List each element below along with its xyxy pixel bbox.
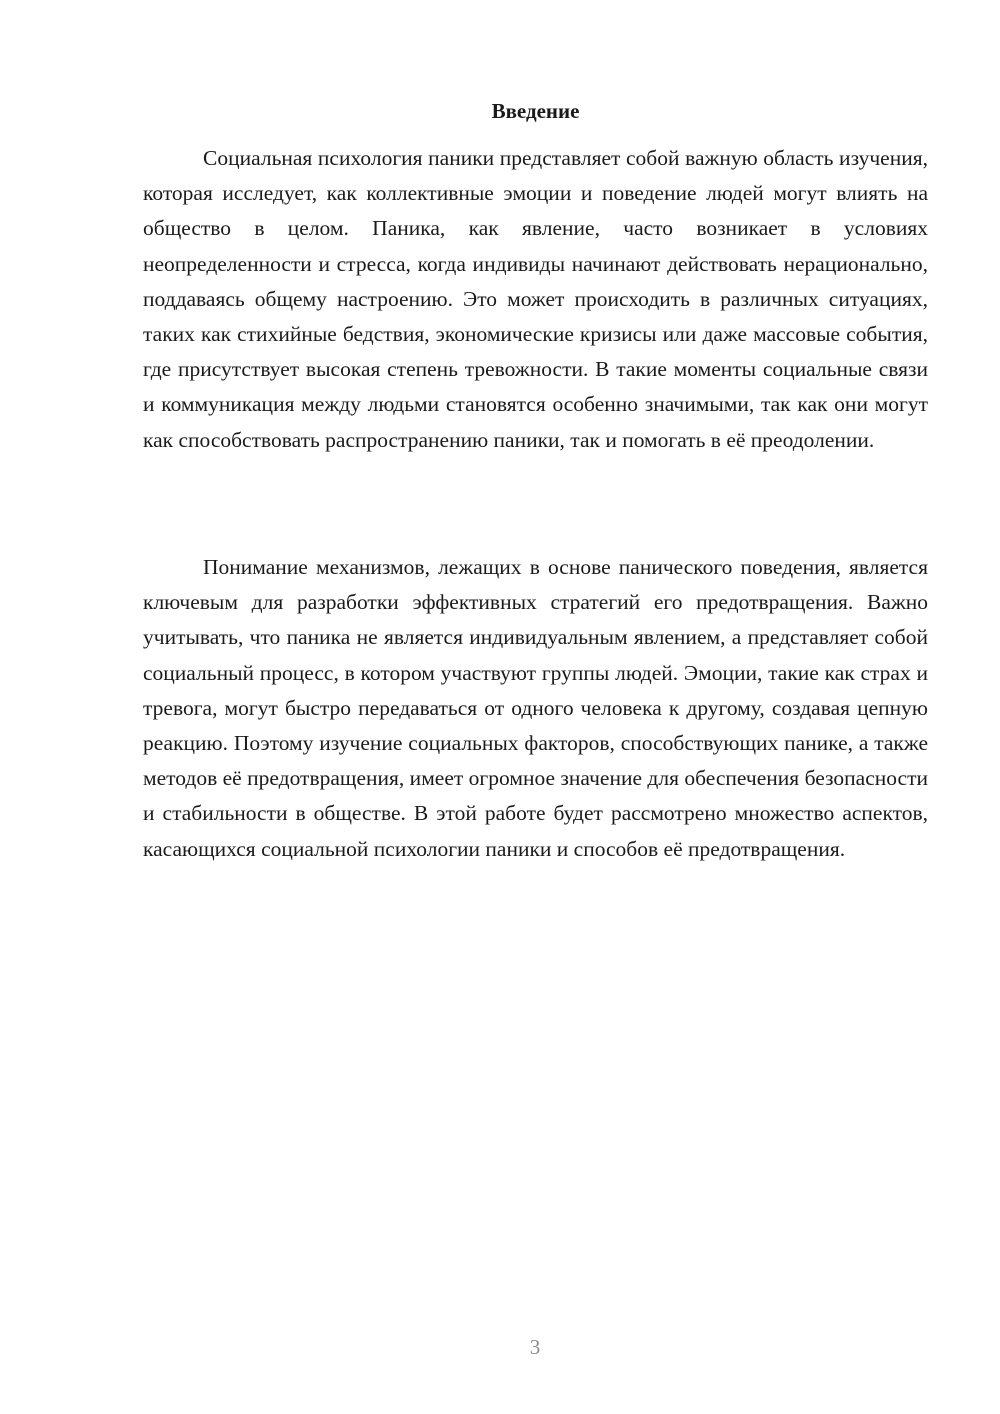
paragraph-2: Понимание механизмов, лежащих в основе панического поведения, является ключевым для разработки эффективных стратегий его предотвращения. Важно учитывать, что паника не является индивидуальным явлением, а представляет собой социальный процесс, в котором участвуют группы людей. Эмоции, такие как страх и тревога, могут быстро передаваться от одного человека к другому, создавая цепную реакцию. Поэтому изучение социальных факторов, способствующих панике, а также методов её предотвращения, имеет огромное значение для обеспечения безопасности и стабильности в обществе. В этой работе будет рассмотрено множество аспектов, касающихся социальной психологии паники и способов её предотвращения.: [143, 555, 928, 861]
paragraph-1: Социальная психология паники представляет собой важную область изучения, которая исследует, как коллективные эмоции и поведение людей могут влиять на общество в целом. Паника, как явление, часто возникает в условиях неопределенности и стресса, когда индивиды начинают действовать нерационально, поддаваясь общему настроению. Это может происходить в различных ситуациях, таких как стихийные бедствия, экономические кризисы или даже массовые события, где присутствует высокая степень тревожности. В такие моменты социальные связи и коммуникация между людьми становятся особенно значимыми, так как они могут как способствовать распространению паники, так и помогать в её преодолении.: [143, 146, 928, 452]
page-number: 3: [529, 1335, 541, 1359]
section-heading: Введение: [491, 99, 580, 123]
